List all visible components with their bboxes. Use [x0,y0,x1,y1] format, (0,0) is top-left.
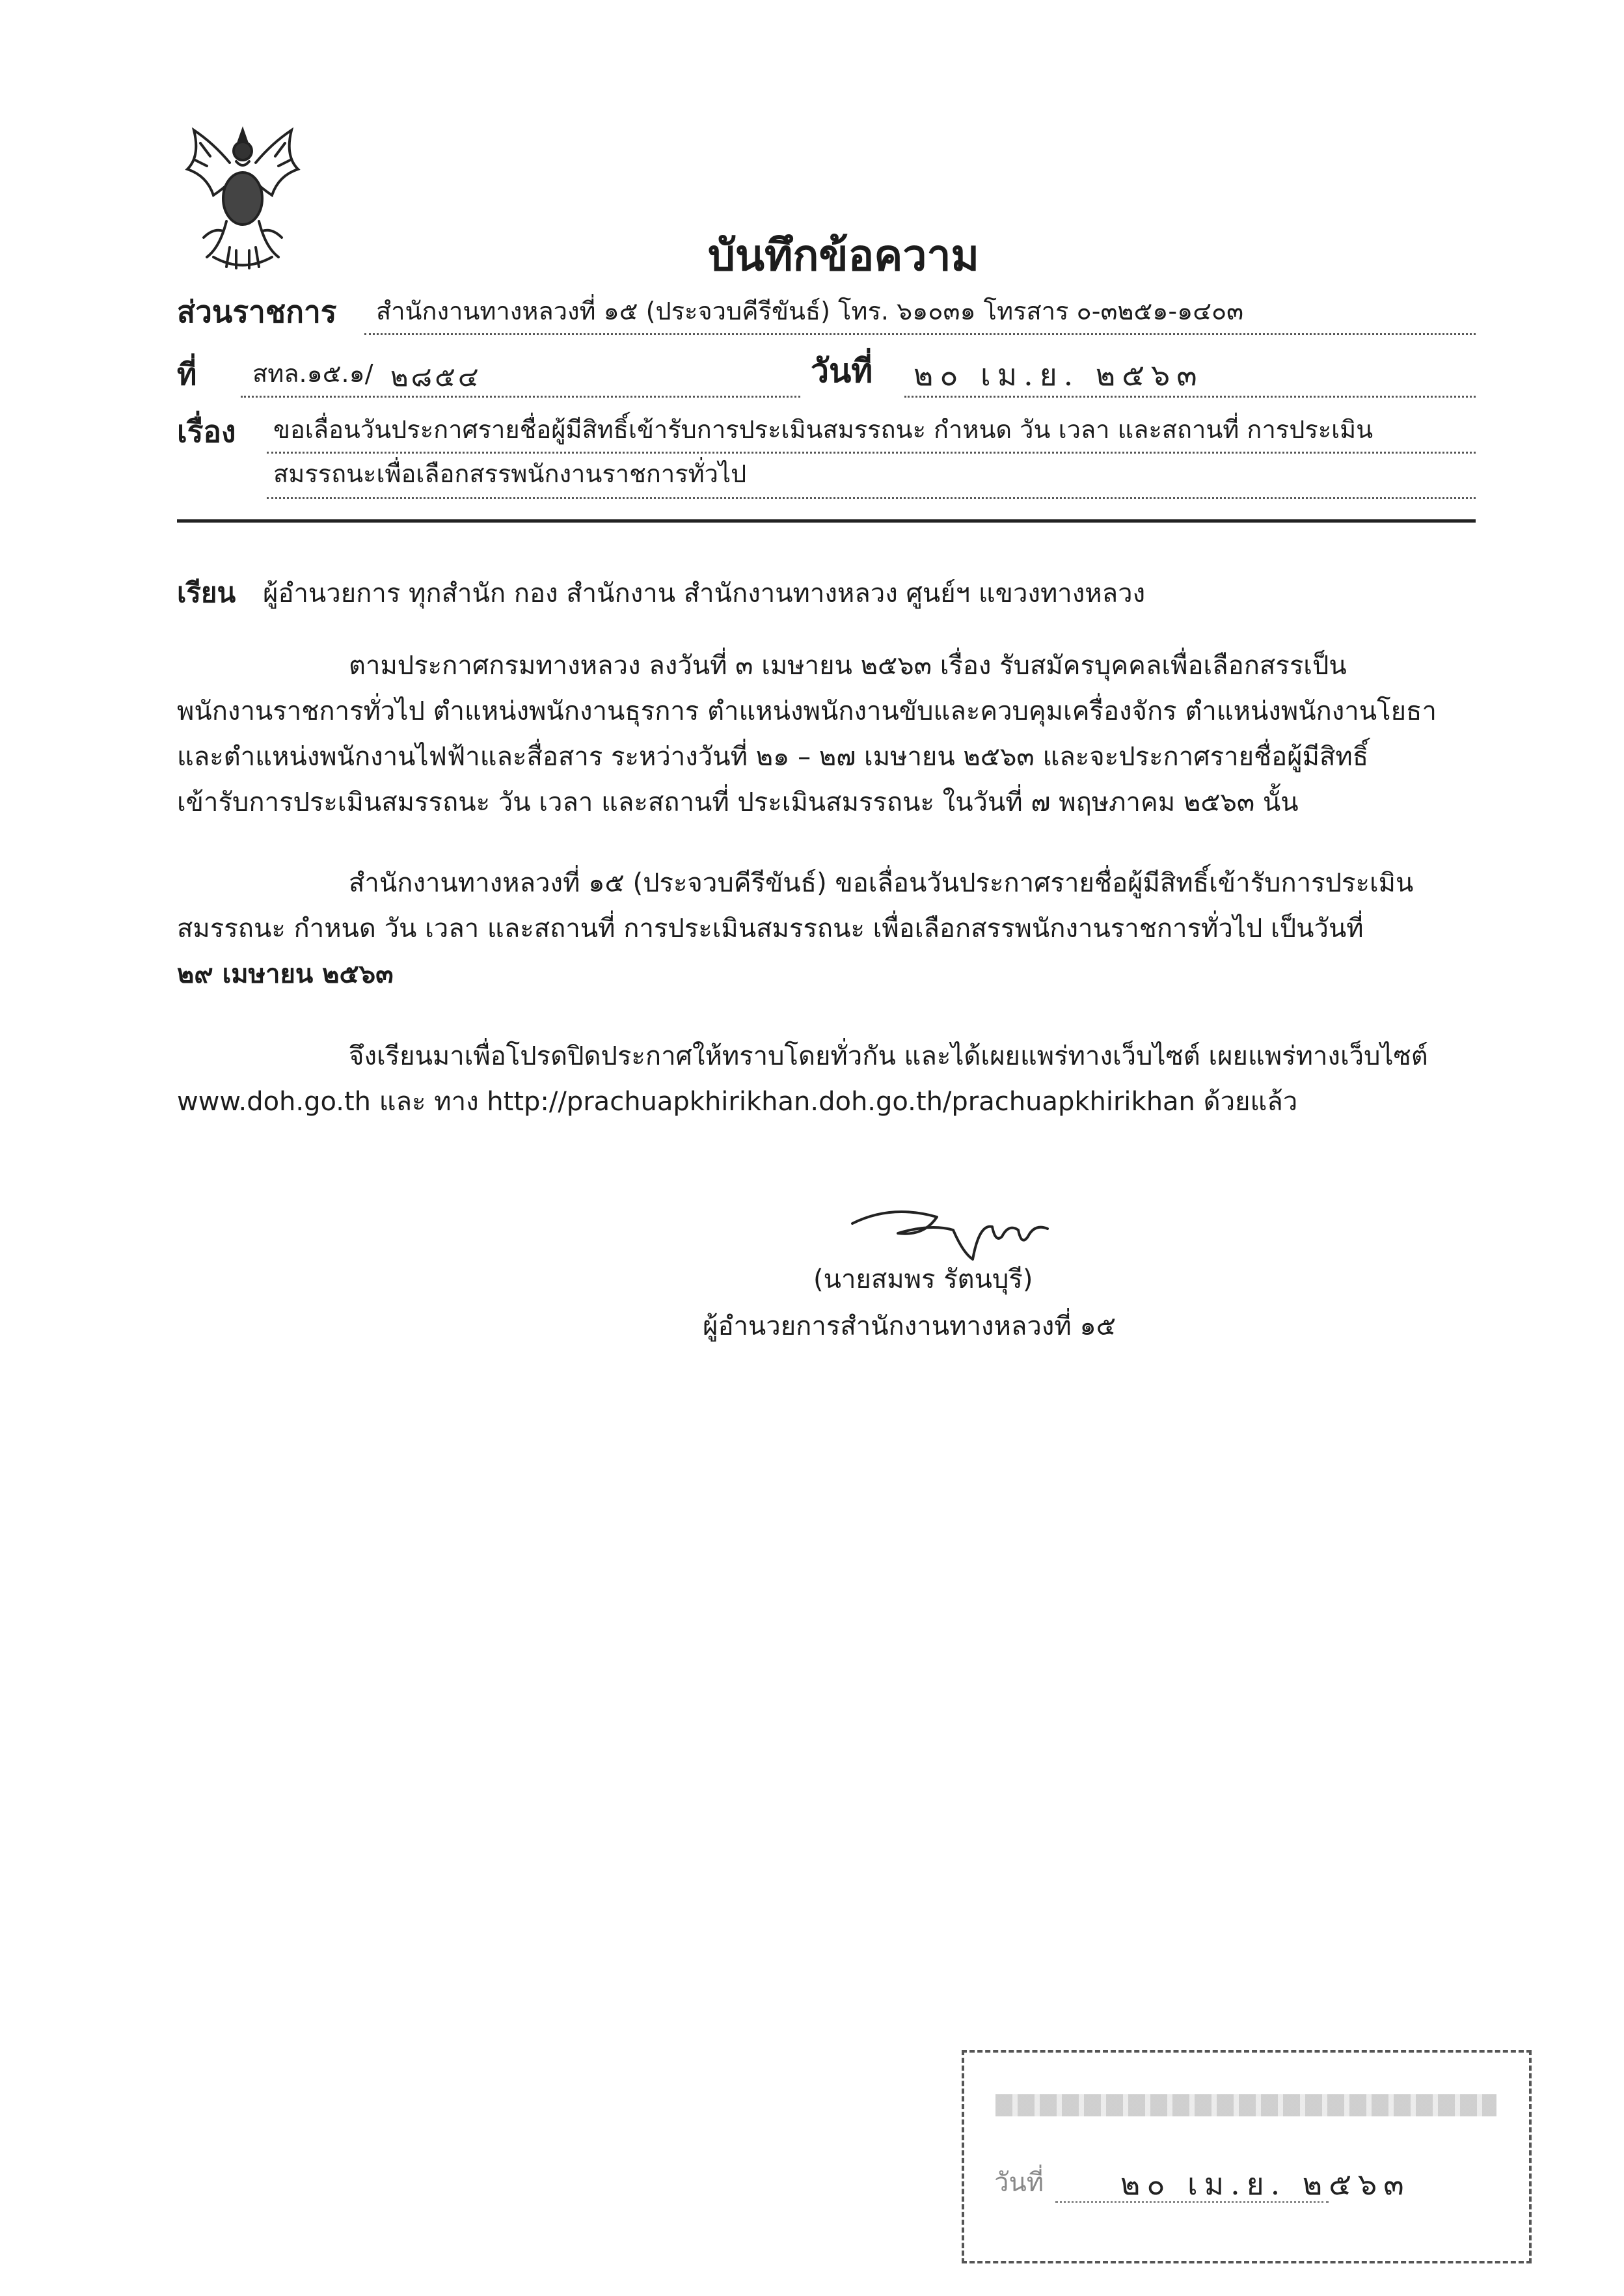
handwritten-signature [839,1197,1061,1269]
header-divider [177,519,1476,523]
subject-dotline-2 [267,497,1476,499]
paragraph-2-line: สมรรถนะ กำหนด วัน เวลา และสถานที่ การประเมินสมรรถนะ เพื่อเลือกสรรพนักงานราชการทั่วไป เป็นวันที่ [177,914,1364,944]
agency-value: สำนักงานทางหลวงที่ ๑๕ (ประจวบคีรีขันธ์) โทร. ๖๑๐๓๑ โทรสาร ๐-๓๒๕๑-๑๔๐๓ [376,297,1244,325]
salutation-label: เรียน [177,577,236,608]
paragraph-3-line: จึงเรียนมาเพื่อโปรดปิดประกาศให้ทราบโดยทั่วกัน และได้เผยแพร่ทางเว็บไซต์ เผยแพร่ทางเว็บไซต์ [349,1041,1428,1071]
date-label: วันที่ [811,352,873,390]
paragraph-1-line: เข้ารับการประเมินสมรรถนะ วัน เวลา และสถานที่ ประเมินสมรรถนะ ในวันที่ ๗ พฤษภาคม ๒๕๖๓ นั้น [177,787,1299,817]
paragraph-1-line: และตำแหน่งพนักงานไฟฟ้าและสื่อสาร ระหว่างวันที่ ๒๑ – ๒๗ เมษายน ๒๕๖๓ และจะประกาศรายชื่อผู้มีสิทธิ์ [177,742,1369,772]
stamp-date-value: ๒๐ เม.ย. ๒๕๖๓ [1120,2166,1411,2202]
paragraph-2-date: ๒๙ เมษายน ๒๕๖๓ [177,959,394,989]
subject-label: เรื่อง [177,414,236,449]
subject-dotline-1 [267,452,1476,454]
date-dotline [904,396,1476,398]
date-stamp-value: ๒๐ เม.ย. ๒๕๖๓ [914,357,1204,392]
receiving-stamp [962,2050,1532,2263]
ref-value: สทล.๑๕.๑/ [252,359,373,388]
paragraph-1-line: ตามประกาศกรมทางหลวง ลงวันที่ ๓ เมษายน ๒๕๖๓ เรื่อง รับสมัครบุคคลเพื่อเลือกสรรเป็น [349,651,1347,681]
subject-line-1: ขอเลื่อนวันประกาศรายชื่อผู้มีสิทธิ์เข้ารับการประเมินสมรรถนะ กำหนด วัน เวลา และสถานที่ การประเมิน [273,415,1374,444]
memo-title: บันทึกข้อความ [708,230,980,280]
subject-line-2: สมรรถนะเพื่อเลือกสรรพนักงานราชการทั่วไป [273,459,747,488]
paragraph-2-line: สำนักงานทางหลวงที่ ๑๕ (ประจวบคีรีขันธ์) ขอเลื่อนวันประกาศรายชื่อผู้มีสิทธิ์เข้ารับการประเมิน [349,868,1414,898]
paragraph-3 [177,1033,1478,1125]
paragraph-3-line: www.doh.go.th และ ทาง http://prachuapkhirikhan.doh.go.th/prachuapkhirikhan ด้วยแล้ว [177,1087,1298,1117]
ref-dotline [241,396,800,398]
paragraph-1-line: พนักงานราชการทั่วไป ตำแหน่งพนักงานธุรการ ตำแหน่งพนักงานขับและควบคุมเครื่องจักร ตำแหน่งพนักงานโยธา [177,696,1437,726]
agency-dotline [364,333,1476,335]
stamp-faded-text [995,2094,1496,2116]
ref-label: ที่ [177,357,197,392]
paragraph-2 [177,860,1478,997]
stamp-date-label: วันที่ [994,2168,1044,2198]
agency-label: ส่วนราชการ [177,294,337,329]
garuda-emblem [174,117,311,273]
ref-handwritten-number: ๒๘๕๔ [390,361,481,392]
paragraph-1 [177,643,1478,825]
salutation-value: ผู้อำนวยการ ทุกสำนัก กอง สำนักงาน สำนักงานทางหลวง ศูนย์ฯ แขวงทางหลวง [263,579,1146,608]
signatory-name: (นายสมพร รัตนบุรี) [813,1264,1033,1294]
signatory-position: ผู้อำนวยการสำนักงานทางหลวงที่ ๑๕ [703,1311,1116,1341]
